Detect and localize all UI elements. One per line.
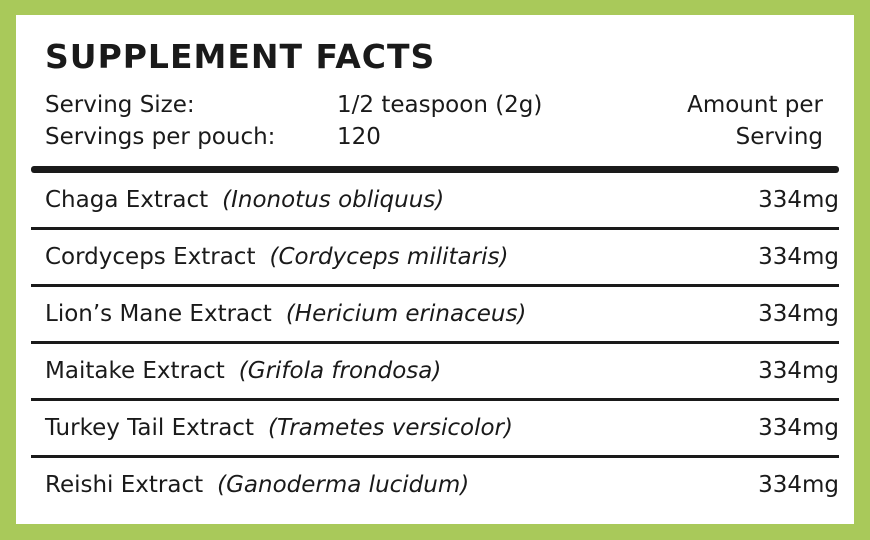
ingredient-amount: 334mg <box>758 358 839 384</box>
ingredient-name: Chaga Extract <box>45 187 209 213</box>
ingredient-amount: 334mg <box>758 415 839 441</box>
ingredient-name: Turkey Tail Extract <box>45 415 254 441</box>
ingredient-latin-name: (Trametes versicolor) <box>267 415 513 441</box>
serving-size-value: 1/2 teaspoon (2g) <box>337 92 543 118</box>
ingredient-amount: 334mg <box>758 187 839 213</box>
serving-size-label: Serving Size: <box>45 92 195 118</box>
servings-per-pouch-value: 120 <box>337 124 381 150</box>
ingredient-amount: 334mg <box>758 472 839 498</box>
ingredient-row <box>31 401 839 458</box>
ingredient-latin-name: (Grifola frondosa) <box>238 358 442 384</box>
ingredient-name: Lion’s Mane Extract <box>45 301 272 327</box>
ingredient-list <box>31 173 839 512</box>
ingredient-latin-name: (Ganoderma lucidum) <box>217 472 470 498</box>
ingredient-row <box>31 287 839 344</box>
ingredient-latin-name: (Cordyceps militaris) <box>269 244 509 270</box>
page-title: SUPPLEMENT FACTS <box>45 37 436 76</box>
ingredient-amount: 334mg <box>758 301 839 327</box>
serving-header: Serving <box>735 124 823 150</box>
ingredient-amount: 334mg <box>758 244 839 270</box>
ingredient-name: Reishi Extract <box>45 472 204 498</box>
amount-per-header: Amount per <box>687 92 823 118</box>
ingredient-latin-name: (Inonotus obliquus) <box>222 187 445 213</box>
ingredient-row <box>31 230 839 287</box>
ingredient-name: Cordyceps Extract <box>45 244 256 270</box>
ingredient-row <box>31 344 839 401</box>
thick-divider <box>31 166 839 173</box>
ingredient-latin-name: (Hericium erinaceus) <box>285 301 527 327</box>
servings-per-pouch-label: Servings per pouch: <box>45 124 276 150</box>
supplement-facts-panel <box>16 15 854 524</box>
ingredient-row <box>31 173 839 230</box>
ingredient-name: Maitake Extract <box>45 358 225 384</box>
ingredient-row <box>31 458 839 512</box>
